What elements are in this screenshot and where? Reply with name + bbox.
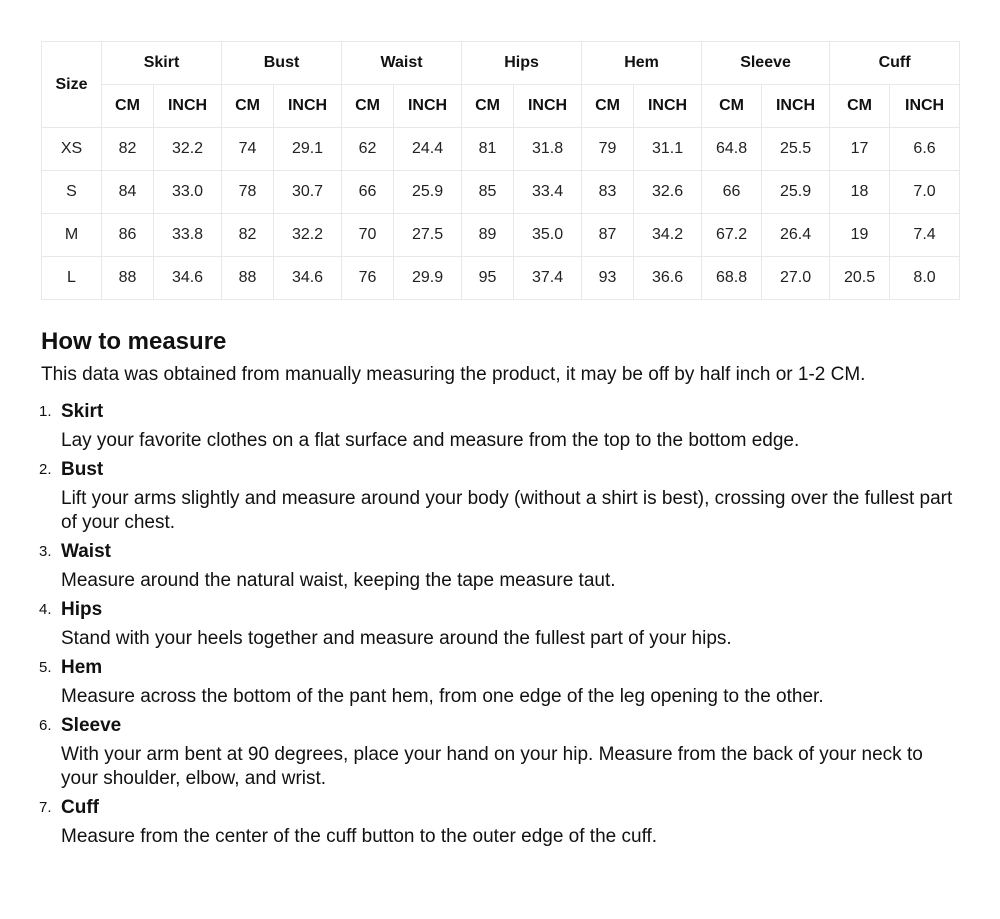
group-header-hem: Hem [582,42,702,85]
table-row [42,171,960,214]
group-header-sleeve: Sleeve [702,42,830,85]
unit-header-inch: INCH [274,85,342,128]
measurement-cell: 27.5 [394,214,462,257]
measurement-cell: 33.8 [154,214,222,257]
measurement-cell: 24.4 [394,128,462,171]
measurement-cell: 7.0 [890,171,960,214]
measurement-cell: 30.7 [274,171,342,214]
measurement-cell: 88 [102,257,154,300]
measurement-cell: 67.2 [702,214,762,257]
measure-step [41,655,959,709]
measurement-cell: 93 [582,257,634,300]
unit-header-cm: CM [102,85,154,128]
table-row [42,257,960,300]
step-number: 5. [39,659,52,676]
group-header-cuff: Cuff [830,42,960,85]
unit-header-cm: CM [342,85,394,128]
size-cell: S [42,171,102,214]
measurement-cell: 32.2 [154,128,222,171]
step-description: Lift your arms slightly and measure around your body (without a shirt is best), crossing over the fullest part of your chest. [61,488,953,533]
measure-step [41,795,959,849]
size-cell: L [42,257,102,300]
unit-header-inch: INCH [762,85,830,128]
measurement-cell: 32.6 [634,171,702,214]
measurement-cell: 35.0 [514,214,582,257]
measurement-cell: 25.9 [394,171,462,214]
step-title: Waist [61,541,111,562]
step-title: Cuff [61,797,99,818]
measurement-cell: 7.4 [890,214,960,257]
measurement-cell: 34.2 [634,214,702,257]
measurement-cell: 66 [342,171,394,214]
group-header-skirt: Skirt [102,42,222,85]
size-cell: M [42,214,102,257]
measurement-cell: 74 [222,128,274,171]
measure-steps-list [41,399,959,849]
measurement-cell: 34.6 [274,257,342,300]
table-body [42,128,960,300]
step-number: 4. [39,601,52,618]
measurement-cell: 62 [342,128,394,171]
measurement-cell: 8.0 [890,257,960,300]
measurement-cell: 64.8 [702,128,762,171]
unit-header-cm: CM [702,85,762,128]
table-header-groups [42,42,960,85]
measurement-cell: 87 [582,214,634,257]
step-number: 3. [39,543,52,560]
step-title: Skirt [61,401,104,422]
unit-header-cm: CM [462,85,514,128]
step-number: 7. [39,799,52,816]
step-title: Bust [61,459,104,480]
measurement-cell: 68.8 [702,257,762,300]
step-description: Measure around the natural waist, keeping the tape measure taut. [61,570,616,591]
group-header-bust: Bust [222,42,342,85]
measurement-cell: 6.6 [890,128,960,171]
measurement-cell: 27.0 [762,257,830,300]
step-description: With your arm bent at 90 degrees, place your hand on your hip. Measure from the back of your neck to your shoulder, elbow, and wrist. [61,744,923,789]
measurement-cell: 89 [462,214,514,257]
measurement-cell: 32.2 [274,214,342,257]
step-number: 6. [39,717,52,734]
unit-header-inch: INCH [154,85,222,128]
measurement-cell: 20.5 [830,257,890,300]
step-number: 2. [39,461,52,478]
unit-header-inch: INCH [394,85,462,128]
measurement-cell: 95 [462,257,514,300]
measurement-cell: 86 [102,214,154,257]
size-cell: XS [42,128,102,171]
measure-step [41,457,959,535]
measurement-cell: 76 [342,257,394,300]
step-title: Sleeve [61,715,122,736]
table-row [42,128,960,171]
unit-header-cm: CM [582,85,634,128]
measurement-cell: 31.8 [514,128,582,171]
measure-step [41,399,959,453]
measurement-cell: 88 [222,257,274,300]
measurement-cell: 26.4 [762,214,830,257]
measurement-cell: 83 [582,171,634,214]
step-description: Stand with your heels together and measure around the fullest part of your hips. [61,628,732,649]
measure-step [41,539,959,593]
measurement-cell: 19 [830,214,890,257]
step-title: Hips [61,599,103,620]
measurement-cell: 82 [222,214,274,257]
step-description: Measure across the bottom of the pant hem, from one edge of the leg opening to the other. [61,686,824,707]
measurement-cell: 25.5 [762,128,830,171]
unit-header-cm: CM [222,85,274,128]
how-to-measure-intro: This data was obtained from manually measuring the product, it may be off by half inch or 1-2 CM. [41,364,866,385]
measurement-cell: 82 [102,128,154,171]
measurement-cell: 34.6 [154,257,222,300]
measure-step [41,713,959,791]
size-chart-table [41,41,960,300]
size-column-header: Size [42,42,102,128]
measurement-cell: 29.1 [274,128,342,171]
unit-header-inch: INCH [890,85,960,128]
measurement-cell: 79 [582,128,634,171]
how-to-measure-title: How to measure [41,328,227,355]
measurement-cell: 29.9 [394,257,462,300]
measurement-cell: 78 [222,171,274,214]
size-guide [41,41,959,853]
measurement-cell: 70 [342,214,394,257]
step-description: Lay your favorite clothes on a flat surface and measure from the top to the bottom edge. [61,430,800,451]
step-title: Hem [61,657,103,678]
step-number: 1. [39,403,52,420]
step-description: Measure from the center of the cuff button to the outer edge of the cuff. [61,826,658,847]
measurement-cell: 17 [830,128,890,171]
measurement-cell: 81 [462,128,514,171]
table-row [42,214,960,257]
measurement-cell: 66 [702,171,762,214]
measurement-cell: 33.0 [154,171,222,214]
measurement-cell: 37.4 [514,257,582,300]
measurement-cell: 25.9 [762,171,830,214]
unit-header-inch: INCH [514,85,582,128]
measurement-cell: 36.6 [634,257,702,300]
unit-header-cm: CM [830,85,890,128]
table-header-units [42,85,960,128]
group-header-hips: Hips [462,42,582,85]
measurement-cell: 85 [462,171,514,214]
measurement-cell: 31.1 [634,128,702,171]
measurement-cell: 84 [102,171,154,214]
measurement-cell: 18 [830,171,890,214]
group-header-waist: Waist [342,42,462,85]
measure-step [41,597,959,651]
unit-header-inch: INCH [634,85,702,128]
measurement-cell: 33.4 [514,171,582,214]
